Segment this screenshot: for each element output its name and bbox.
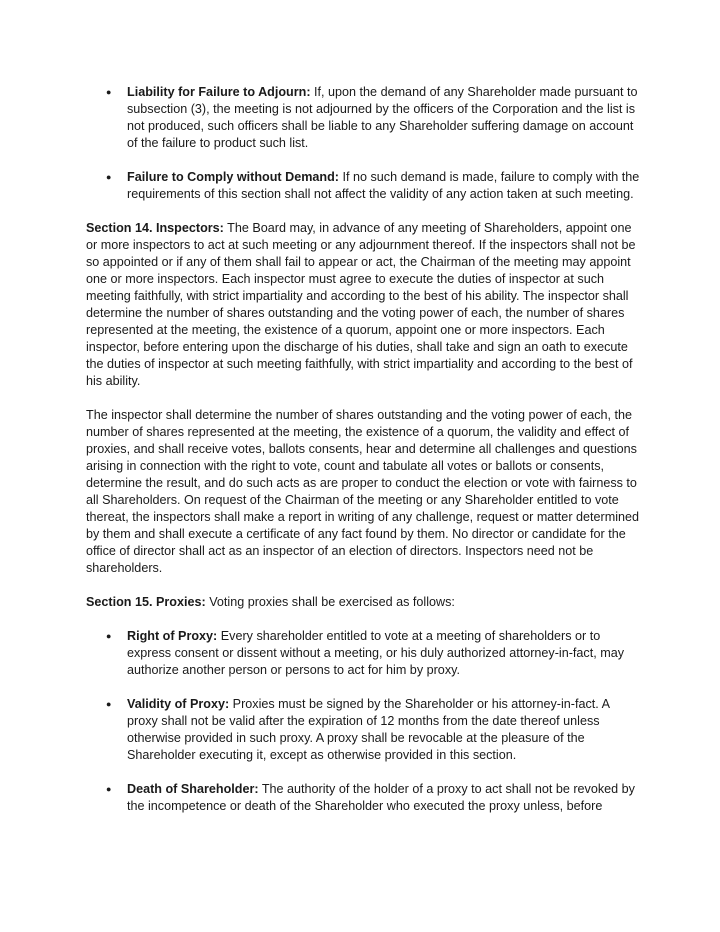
- section-15-intro: [86, 594, 640, 611]
- bullet-text: The authority of the holder of a proxy to act shall not be revoked by the incompetence or death of the Shareholder who executed the proxy unless, before: [127, 782, 635, 813]
- bullet-text: Every shareholder entitled to vote at a meeting of shareholders or to express consent or dissent without a meeting, or his duly authorized attorney-in-fact, may authorize another person or persons to act for him by proxy.: [127, 629, 624, 677]
- bullet-right-of-proxy: [86, 628, 640, 679]
- bullet-title: Right of Proxy:: [127, 629, 218, 643]
- bullet-text: If no such demand is made, failure to comply with the requirements of this section shall not affect the validity of any action taken at such meeting.: [127, 170, 640, 201]
- bullet-title: Death of Shareholder:: [127, 782, 259, 796]
- bullet-title: Validity of Proxy:: [127, 697, 230, 711]
- bullet-text: If, upon the demand of any Shareholder made pursuant to subsection (3), the meeting is not adjourned by the officers of the Corporation and the list is not produced, such officers shall be liable to any Shareholder suffering damage on account of the failure to product such list.: [127, 85, 638, 150]
- section-14-paragraph-1: [86, 220, 640, 390]
- bullet-death-of-shareholder: [86, 781, 640, 815]
- bullet-failure-comply: [86, 169, 640, 203]
- bullet-title: Failure to Comply without Demand:: [127, 170, 339, 184]
- proxy-bullet-list: [86, 628, 640, 815]
- section-14-text: The Board may, in advance of any meeting of Shareholders, appoint one or more inspectors to act at such meeting or any adjournment thereof. If the inspectors shall not be so appointed or if any of them shall fail to appear or act, the Chairman of the meeting may appoint one or more inspectors. Each inspector must agree to execute the duties of inspector at such meeting faithfully, with strict impartiality and according to the best of his ability. The inspector shall determine the number of shares outstanding and the voting power of each, the number of shares represented at the meeting, the existence of a quorum, appoint one or more inspectors. Each inspector, before entering upon the discharge of his duties, shall take and sign an oath to execute the duties of inspector at such meeting faithfully, with strict impartiality and according to the best of his ability.: [86, 221, 636, 388]
- bullet-text: Proxies must be signed by the Shareholder or his attorney-in-fact. A proxy shall not be valid after the expiration of 12 months from the date thereof unless otherwise provided in such proxy. A proxy shall be revocable at the pleasure of the Shareholder executing it, except as otherwise provided in this section.: [127, 697, 610, 762]
- section-14-heading: Section 14. Inspectors:: [86, 221, 224, 235]
- bullet-liability-failure-adjourn: [86, 84, 640, 152]
- section-15-heading: Section 15. Proxies:: [86, 595, 206, 609]
- document-page: [86, 84, 640, 832]
- section-15-intro-text: Voting proxies shall be exercised as follows:: [205, 595, 455, 609]
- adjournment-bullet-list: [86, 84, 640, 203]
- section-14-paragraph-2: The inspector shall determine the number of shares outstanding and the voting power of each, the number of shares represented at the meeting, the existence of a quorum, the validity and effect of proxies, and shall receive votes, ballots consents, hear and determine all challenges and questions arising in connection with the right to vote, count and tabulate all votes or ballots or consents, determine the result, and do such acts as are proper to conduct the election or vote with fairness to all Shareholders. On request of the Chairman of the meeting or any Shareholder entitled to vote thereat, the inspectors shall make a report in writing of any challenge, request or matter determined by them and shall execute a certificate of any fact found by them. No director or candidate for the office of director shall act as an inspector of an election of directors. Inspectors need not be shareholders.: [86, 408, 640, 575]
- bullet-title: Liability for Failure to Adjourn:: [127, 85, 311, 99]
- bullet-validity-of-proxy: [86, 696, 640, 764]
